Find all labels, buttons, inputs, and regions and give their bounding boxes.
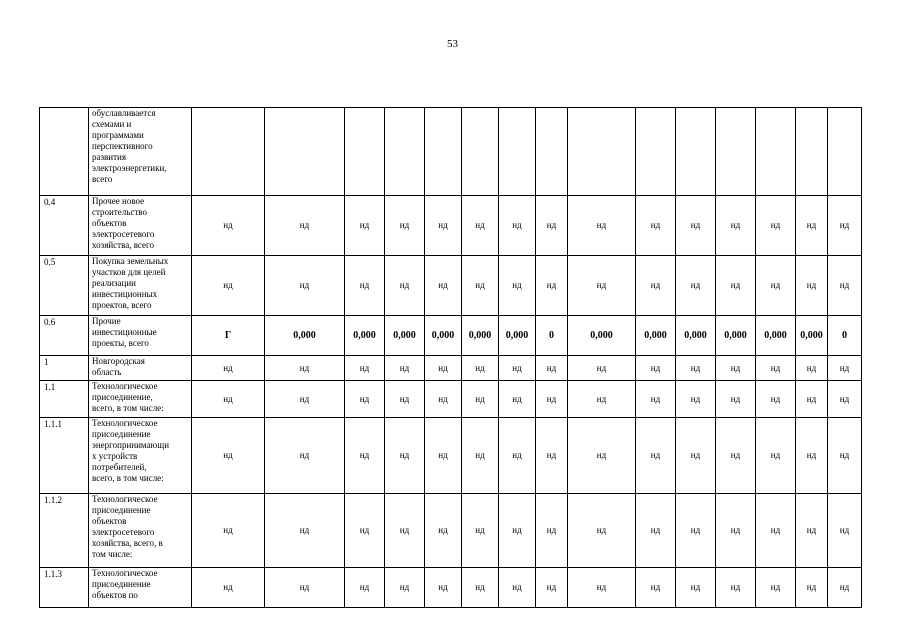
- value-cell: нд: [265, 568, 345, 608]
- value-cell: [265, 108, 345, 196]
- value-cell: нд: [676, 356, 716, 381]
- value-cell: нд: [716, 418, 756, 494]
- value-cell: [192, 108, 265, 196]
- value-cell: нд: [676, 196, 716, 256]
- row-name-cell: Технологическое присоединение энергопринимающи х устройств потребителей, всего, в том числе:: [89, 418, 192, 494]
- row-code-cell: 0.6: [40, 316, 89, 356]
- value-cell: нд: [345, 256, 385, 316]
- value-cell: нд: [425, 356, 462, 381]
- row-name-cell: Технологическое присоединение объектов электросетевого хозяйства, всего, в том числе:: [89, 494, 192, 568]
- value-cell: нд: [265, 418, 345, 494]
- value-cell: нд: [716, 381, 756, 418]
- value-cell: нд: [716, 356, 756, 381]
- page-number: 53: [447, 38, 458, 50]
- value-cell: нд: [345, 568, 385, 608]
- value-cell: нд: [568, 381, 636, 418]
- row-code-cell: [40, 108, 89, 196]
- value-cell: нд: [676, 256, 716, 316]
- value-cell: 0: [536, 316, 568, 356]
- value-cell: нд: [425, 256, 462, 316]
- row-code-cell: 0.4: [40, 196, 89, 256]
- value-cell: нд: [385, 256, 425, 316]
- row-name-cell: Покупка земельных участков для целей реализации инвестиционных проектов, всего: [89, 256, 192, 316]
- value-cell: нд: [636, 256, 676, 316]
- table-row: [40, 494, 862, 568]
- row-name-cell: обуславливается схемами и программами перспективного развития электроэнергетики, всего: [89, 108, 192, 196]
- value-cell: [828, 108, 862, 196]
- value-cell: нд: [499, 568, 536, 608]
- value-cell: нд: [716, 568, 756, 608]
- value-cell: нд: [499, 356, 536, 381]
- table-row: [40, 108, 862, 196]
- row-name-cell: Прочие инвестиционные проекты, всего: [89, 316, 192, 356]
- value-cell: нд: [462, 418, 499, 494]
- value-cell: 0,000: [345, 316, 385, 356]
- value-cell: нд: [536, 256, 568, 316]
- value-cell: 0: [828, 316, 862, 356]
- value-cell: нд: [499, 381, 536, 418]
- value-cell: нд: [568, 256, 636, 316]
- value-cell: нд: [796, 568, 828, 608]
- row-code-cell: 1: [40, 356, 89, 381]
- value-cell: нд: [462, 568, 499, 608]
- value-cell: нд: [425, 196, 462, 256]
- value-cell: нд: [536, 418, 568, 494]
- value-cell: нд: [462, 494, 499, 568]
- value-cell: нд: [462, 196, 499, 256]
- value-cell: 0,000: [385, 316, 425, 356]
- value-cell: нд: [345, 381, 385, 418]
- value-cell: 0,000: [796, 316, 828, 356]
- value-cell: нд: [462, 381, 499, 418]
- value-cell: нд: [385, 418, 425, 494]
- row-name-cell: Технологическое присоединение, всего, в том числе:: [89, 381, 192, 418]
- value-cell: нд: [462, 256, 499, 316]
- table-row: [40, 356, 862, 381]
- value-cell: нд: [568, 196, 636, 256]
- value-cell: нд: [676, 568, 716, 608]
- value-cell: нд: [192, 568, 265, 608]
- value-cell: нд: [265, 196, 345, 256]
- value-cell: нд: [828, 418, 862, 494]
- value-cell: нд: [499, 196, 536, 256]
- row-name-cell: Новгородская область: [89, 356, 192, 381]
- row-code-cell: 1.1: [40, 381, 89, 418]
- row-code-cell: 0.5: [40, 256, 89, 316]
- value-cell: [425, 108, 462, 196]
- value-cell: нд: [192, 418, 265, 494]
- value-cell: нд: [568, 494, 636, 568]
- value-cell: нд: [756, 494, 796, 568]
- value-cell: 0,000: [425, 316, 462, 356]
- value-cell: [796, 108, 828, 196]
- value-cell: нд: [192, 356, 265, 381]
- value-cell: нд: [568, 356, 636, 381]
- value-cell: нд: [828, 568, 862, 608]
- value-cell: нд: [385, 568, 425, 608]
- table-row: [40, 316, 862, 356]
- value-cell: нд: [425, 418, 462, 494]
- value-cell: нд: [499, 494, 536, 568]
- value-cell: нд: [716, 494, 756, 568]
- value-cell: нд: [676, 381, 716, 418]
- value-cell: нд: [385, 356, 425, 381]
- value-cell: нд: [756, 568, 796, 608]
- value-cell: нд: [756, 256, 796, 316]
- value-cell: [345, 108, 385, 196]
- value-cell: 0,000: [499, 316, 536, 356]
- value-cell: нд: [716, 256, 756, 316]
- value-cell: [499, 108, 536, 196]
- value-cell: нд: [536, 568, 568, 608]
- value-cell: нд: [385, 381, 425, 418]
- row-code-cell: 1.1.3: [40, 568, 89, 608]
- value-cell: нд: [636, 196, 676, 256]
- value-cell: нд: [425, 494, 462, 568]
- value-cell: [536, 108, 568, 196]
- table-row: [40, 381, 862, 418]
- value-cell: нд: [796, 418, 828, 494]
- investment-table: [39, 107, 862, 608]
- value-cell: [462, 108, 499, 196]
- value-cell: нд: [636, 568, 676, 608]
- table-row: [40, 256, 862, 316]
- value-cell: [385, 108, 425, 196]
- value-cell: нд: [192, 196, 265, 256]
- value-cell: 0,000: [716, 316, 756, 356]
- value-cell: нд: [536, 381, 568, 418]
- value-cell: Г: [192, 316, 265, 356]
- row-name-cell: Технологическое присоединение объектов по: [89, 568, 192, 608]
- value-cell: 0,000: [636, 316, 676, 356]
- value-cell: нд: [796, 381, 828, 418]
- value-cell: нд: [265, 381, 345, 418]
- value-cell: нд: [425, 568, 462, 608]
- value-cell: нд: [192, 256, 265, 316]
- value-cell: нд: [536, 494, 568, 568]
- value-cell: нд: [676, 494, 716, 568]
- value-cell: 0,000: [568, 316, 636, 356]
- value-cell: нд: [192, 381, 265, 418]
- value-cell: [676, 108, 716, 196]
- value-cell: нд: [568, 418, 636, 494]
- value-cell: нд: [676, 418, 716, 494]
- value-cell: нд: [385, 494, 425, 568]
- value-cell: нд: [756, 418, 796, 494]
- value-cell: нд: [796, 356, 828, 381]
- value-cell: 0,000: [676, 316, 716, 356]
- row-name-cell: Прочее новое строительство объектов электросетевого хозяйства, всего: [89, 196, 192, 256]
- table-row: [40, 568, 862, 608]
- value-cell: нд: [499, 256, 536, 316]
- value-cell: нд: [756, 356, 796, 381]
- value-cell: [756, 108, 796, 196]
- value-cell: нд: [796, 494, 828, 568]
- value-cell: нд: [536, 196, 568, 256]
- value-cell: [636, 108, 676, 196]
- value-cell: нд: [568, 568, 636, 608]
- value-cell: нд: [345, 418, 385, 494]
- value-cell: нд: [462, 356, 499, 381]
- value-cell: 0,000: [756, 316, 796, 356]
- value-cell: нд: [636, 418, 676, 494]
- value-cell: нд: [828, 256, 862, 316]
- value-cell: нд: [499, 418, 536, 494]
- value-cell: нд: [536, 356, 568, 381]
- value-cell: нд: [828, 196, 862, 256]
- value-cell: нд: [345, 356, 385, 381]
- value-cell: 0,000: [462, 316, 499, 356]
- value-cell: нд: [636, 494, 676, 568]
- value-cell: нд: [828, 356, 862, 381]
- value-cell: нд: [828, 494, 862, 568]
- value-cell: нд: [192, 494, 265, 568]
- value-cell: нд: [796, 256, 828, 316]
- value-cell: нд: [756, 196, 796, 256]
- value-cell: [568, 108, 636, 196]
- value-cell: нд: [756, 381, 796, 418]
- value-cell: 0,000: [265, 316, 345, 356]
- value-cell: нд: [425, 381, 462, 418]
- value-cell: нд: [265, 494, 345, 568]
- value-cell: нд: [636, 356, 676, 381]
- value-cell: нд: [636, 381, 676, 418]
- table-row: [40, 418, 862, 494]
- table-row: [40, 196, 862, 256]
- value-cell: нд: [796, 196, 828, 256]
- value-cell: нд: [265, 356, 345, 381]
- value-cell: нд: [345, 196, 385, 256]
- value-cell: нд: [828, 381, 862, 418]
- row-code-cell: 1.1.2: [40, 494, 89, 568]
- value-cell: [716, 108, 756, 196]
- value-cell: нд: [345, 494, 385, 568]
- value-cell: нд: [716, 196, 756, 256]
- value-cell: нд: [385, 196, 425, 256]
- value-cell: нд: [265, 256, 345, 316]
- row-code-cell: 1.1.1: [40, 418, 89, 494]
